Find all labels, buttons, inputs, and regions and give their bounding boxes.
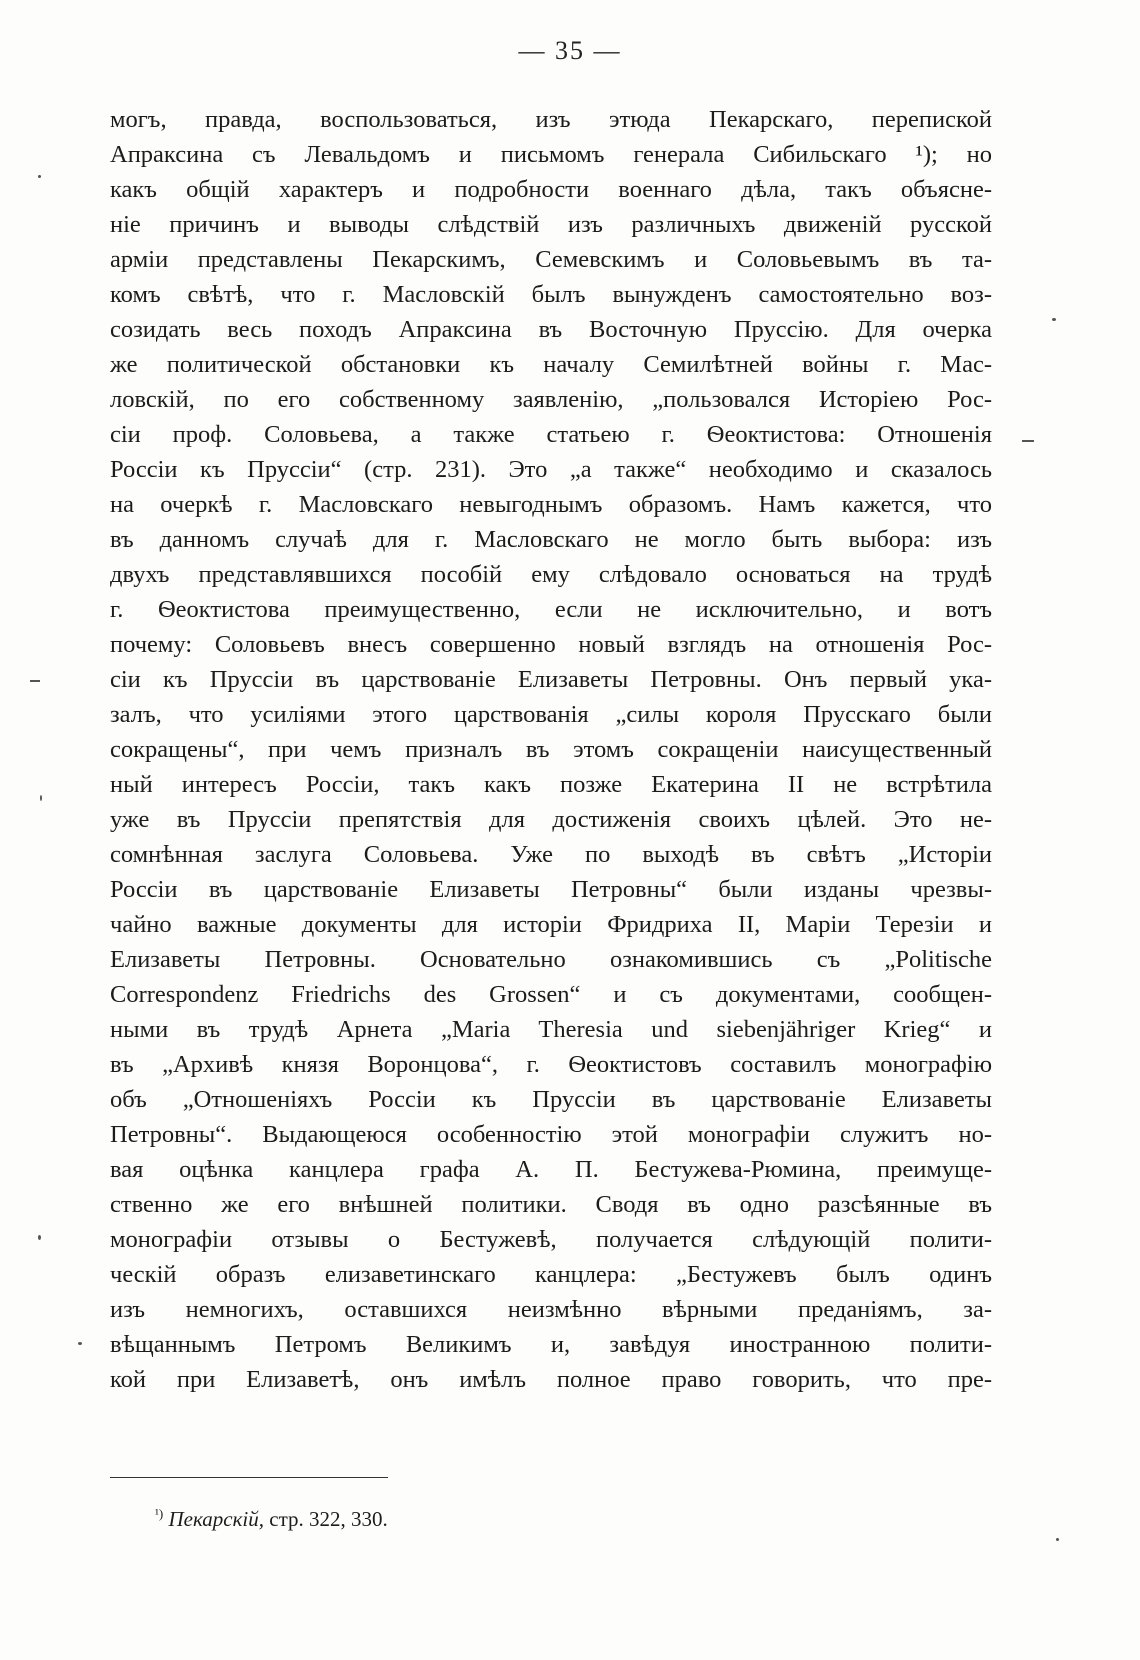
text-line: почему: Соловьевъ внесъ совершенно новый взглядъ на отношенія Рос- [110,631,992,658]
text-line: чайно важные документы для исторіи Фридриха II, Маріи Терезіи и [110,911,992,938]
scan-speck [1052,318,1056,321]
footnote-reference: стр. 322, 330. [269,1507,388,1531]
text-line: созидать весь походъ Апраксина въ Восточную Пруссію. Для очерка [110,316,992,343]
text-line: г. Ѳеоктистова преимущественно, если не исключительно, и вотъ [110,596,992,623]
text-line: комъ свѣтѣ, что г. Масловскій былъ вынужденъ самостоятельно воз- [110,281,992,308]
footnote [155,1499,388,1534]
scan-speck [78,1342,82,1345]
text-line: Апраксина съ Левальдомъ и письмомъ генерала Сибильскаго ¹); но [110,141,992,168]
text-line: Correspondenz Friedrichs des Grossen“ и съ документами, сообщен- [110,981,992,1008]
text-line: уже въ Пруссіи препятствія для достиженія своихъ цѣлей. Это не- [110,806,992,833]
scan-speck [30,680,40,682]
footnote-marker: ¹) [155,1506,164,1521]
scan-speck [38,175,41,178]
main-text [110,102,992,1397]
text-line: Петровны“. Выдающеюся особенностію этой монографіи служитъ но- [110,1121,992,1148]
text-line: кой при Елизаветѣ, онъ имѣлъ полное право говорить, что пре- [110,1366,992,1393]
text-line: ческій образъ елизаветинскаго канцлера: „Бестужевъ былъ одинъ [110,1261,992,1288]
text-line: сіи къ Пруссіи въ царствованіе Елизаветы Петровны. Онъ первый ука- [110,666,992,693]
scan-speck [1022,440,1034,442]
text-line: вая оцѣнка канцлера графа А. П. Бестужева-Рюмина, преимуще- [110,1156,992,1183]
text-line: ственно же его внѣшней политики. Сводя въ одно разсѣянные въ [110,1191,992,1218]
text-line: въ „Архивѣ князя Воронцова“, г. Ѳеоктистовъ составилъ монографію [110,1051,992,1078]
text-line: Елизаветы Петровны. Основательно ознакомившись съ „Politische [110,946,992,973]
text-line: изъ немногихъ, оставшихся неизмѣнно вѣрными преданіямъ, за- [110,1296,992,1323]
text-line: же политической обстановки къ началу Семилѣтней войны г. Мас- [110,351,992,378]
text-line: ніе причинъ и выводы слѣдствій изъ различныхъ движеній русской [110,211,992,238]
text-line: въ данномъ случаѣ для г. Масловскаго не могло быть выбора: изъ [110,526,992,553]
text-line: объ „Отношеніяхъ Россіи къ Пруссіи въ царствованіе Елизаветы [110,1086,992,1113]
text-line: ловскій, по его собственному заявленію, „пользовался Исторіею Рос- [110,386,992,413]
text-line: вѣщаннымъ Петромъ Великимъ и, завѣдуя иностранною полити- [110,1331,992,1358]
text-line: на очеркѣ г. Масловскаго невыгоднымъ образомъ. Намъ кажется, что [110,491,992,518]
footnote-author: Пекарскій, [168,1507,264,1531]
text-line: могъ, правда, воспользоваться, изъ этюда Пекарскаго, перепиской [110,106,992,133]
text-line: какъ общій характеръ и подробности военнаго дѣла, такъ объясне- [110,176,992,203]
scan-speck [40,795,42,801]
text-line: Россіи къ Пруссіи“ (стр. 231). Это „а также“ необходимо и сказалось [110,456,992,483]
text-line: залъ, что усиліями этого царствованія „силы короля Прусскаго были [110,701,992,728]
text-line: монографіи отзывы о Бестужевѣ, получается слѣдующій полити- [110,1226,992,1253]
text-line: сіи проф. Соловьева, а также статьею г. Ѳеоктистова: Отношенія [110,421,992,448]
scan-speck [1056,1538,1059,1541]
text-line: Россіи въ царствованіе Елизаветы Петровны“ были изданы чрезвы- [110,876,992,903]
text-line: двухъ представлявшихся пособій ему слѣдовало основаться на трудѣ [110,561,992,588]
text-line: ными въ трудѣ Арнета „Maria Theresia und siebenjähriger Krieg“ и [110,1016,992,1043]
text-line: сокращены“, при чемъ призналъ въ этомъ сокращеніи наисущественный [110,736,992,763]
footnote-separator [110,1477,388,1478]
text-line: арміи представлены Пекарскимъ, Семевскимъ и Соловьевымъ въ та- [110,246,992,273]
text-line: сомнѣнная заслуга Соловьева. Уже по выходѣ въ свѣтъ „Исторіи [110,841,992,868]
page-number: — 35 — [518,36,622,65]
scan-speck [38,1235,41,1240]
text-line: ный интересъ Россіи, такъ какъ позже Екатерина II не встрѣтила [110,771,992,798]
